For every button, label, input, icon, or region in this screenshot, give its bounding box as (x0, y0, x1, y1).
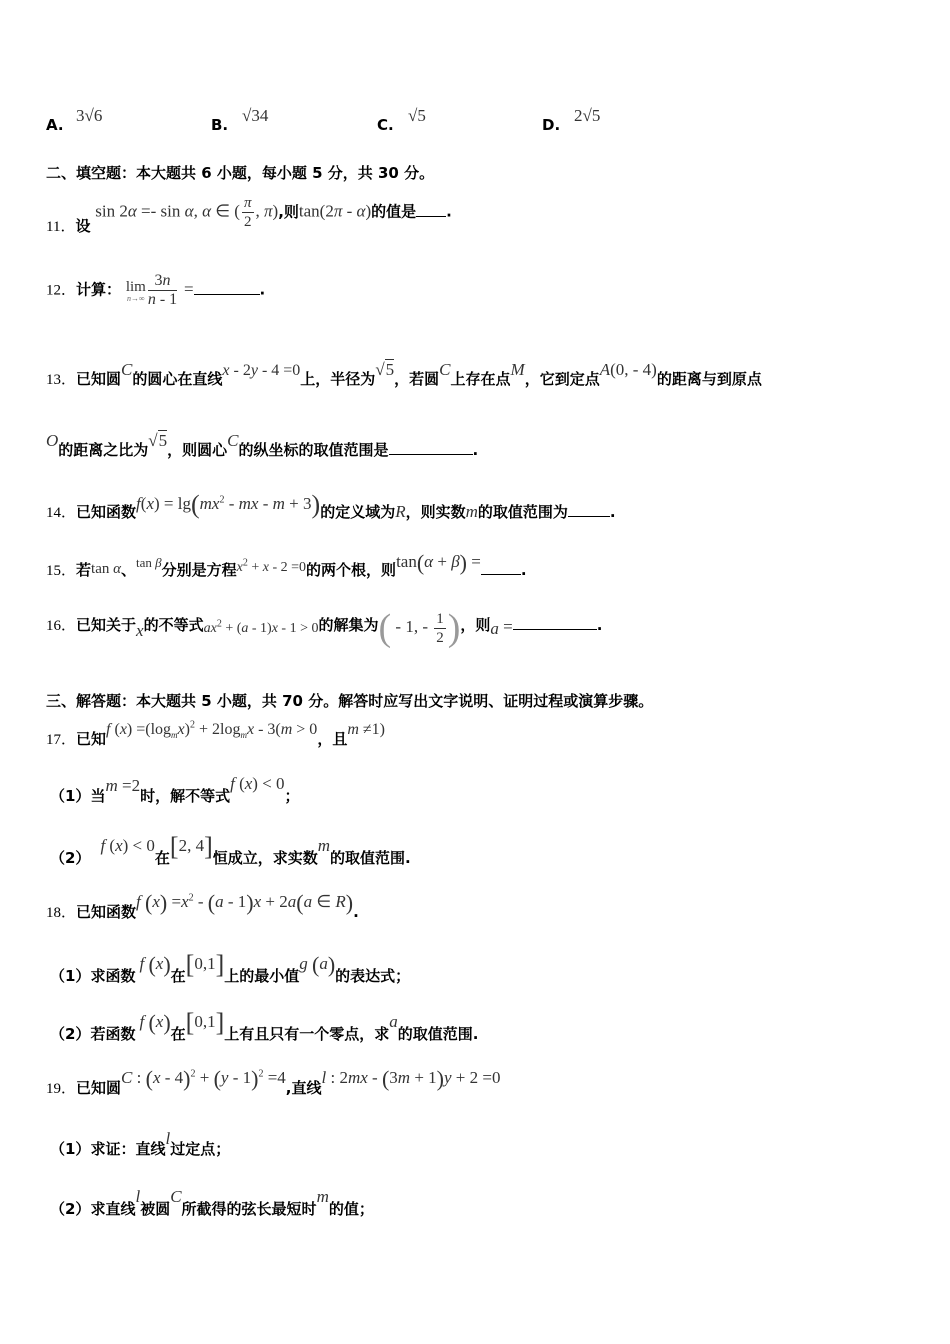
option-c-value: √5 (408, 106, 426, 125)
question-17: 17．已知f $(x) =(\log_mx)^2 + 2\log_mx - 3(m > 0$，且m ≠1) (46, 719, 385, 748)
question-14: 14．已知函数$f(x) = \lg(mx^2$ - mx - m + 3)的定义域为R，则实数m的取值范围为 . (46, 490, 616, 521)
q17-part-2: （2）f (x) < 0在[2, 4]恒成立，求实数m的取值范围. (50, 832, 411, 867)
option-d-value: 2√5 (574, 106, 601, 125)
q12-limit: lim n→∞ (125, 278, 146, 303)
question-11: 11．设 sin 2α =- sin α, α ∈ ( $\frac{\pi}{2}$ , π),则tan(2π - α)的值是 . (46, 195, 452, 235)
q18-part-2: （2）若函数f (x)在[0,1]上有且只有一个零点，求a的取值范围. (50, 1008, 479, 1043)
q17-function: f $(x) =(\log_mx)^2 + 2\log_mx - 3(m > 0$ (106, 719, 318, 741)
q13-line-equation: x - 2y - 4 =0 (222, 362, 301, 379)
q19-circle: C : (x - 4)$^2$ + (y - 1)$^2$ =4 (121, 1066, 286, 1091)
question-13: 13．已知圆C的圆心在直线x - 2y - 4 =0上，半径为√5，若圆C上存在点M，它到定点A(0, - 4)的距离与到原点 (46, 360, 762, 388)
q11-answer-blank[interactable] (416, 214, 446, 217)
q13-number: 13． (46, 372, 77, 388)
q14-number: 14． (46, 504, 77, 521)
q14-function: $f(x) = \lg(mx^2$ - mx - m + 3) (136, 490, 321, 519)
q19-number: 19． (46, 1080, 77, 1097)
q12-answer-blank[interactable] (194, 292, 260, 295)
option-d-label: D. (542, 116, 561, 134)
section-3-heading: 三、解答题：本大题共 5 小题，共 70 分。解答时应写出文字说明、证明过程或演算步骤。 (46, 692, 654, 710)
q16-number: 16． (46, 617, 77, 634)
q18-number: 18． (46, 904, 77, 921)
option-c-label: C. (377, 116, 394, 134)
question-16: 16．已知关于x的不等式$ax^2 + (a - 1)x - 1 > 0$的解集为( - 1, - $\frac{1}{2}$ )，则a = . (46, 607, 603, 649)
q11-number: 11． (46, 218, 76, 235)
q11-expression: tan(2π - α) (298, 201, 372, 221)
option-a-value: 3√6 (76, 106, 103, 125)
q19-part-1: （1）求证：直线l过定点； (50, 1129, 231, 1158)
q14-answer-blank[interactable] (568, 514, 610, 517)
section-2-heading: 二、填空题：本大题共 6 小题，每小题 5 分，共 30 分。 (46, 164, 435, 182)
q18-function: f $(x) =x^2 - (a - 1)x + 2a(a$ ∈ R) (136, 890, 354, 915)
q15-number: 15． (46, 562, 77, 579)
q13-answer-blank[interactable] (389, 452, 473, 455)
q15-equation: $x^2 + x - 2 =0$ (236, 557, 307, 575)
q15-answer-blank[interactable] (481, 572, 521, 575)
q19-line: l : 2mx - (3m + 1)y + 2 =0 (321, 1066, 501, 1091)
question-19: 19．已知圆C : (x - 4)$^2$ + (y - 1)$^2$ =4,直线l : 2mx - (3m + 1)y + 2 =0 (46, 1066, 501, 1097)
q15-expression: tan(α + β) = (396, 550, 481, 575)
q16-inequality: $ax^2 + (a - 1)x - 1 > 0$ (203, 618, 319, 636)
q18-part-1: （1）求函数f (x)在[0,1]上的最小值g (a)的表达式； (50, 950, 411, 985)
option-a-label: A. (46, 116, 64, 134)
question-18: 18．已知函数f $(x) =x^2 - (a - 1)x + 2a(a$ ∈ R). (46, 890, 359, 921)
q17-part-1: （1）当m =2时，解不等式f (x) < 0； (50, 774, 300, 805)
option-b-label: B. (211, 116, 229, 134)
q12-fraction: $\frac{3n}{n - 1}$ (147, 272, 178, 308)
question-13-continued: O的距离之比为√5，则圆心C的纵坐标的取值范围是 . (46, 431, 479, 459)
q16-solution-set: ( - 1, - $\frac{1}{2}$ ) (378, 607, 461, 649)
q11-condition: sin 2α =- sin α, α ∈ ( (95, 201, 240, 221)
option-b-value: √34 (242, 106, 269, 125)
q16-answer-blank[interactable] (513, 627, 597, 630)
question-15: 15．若tan α、tan β分别是方程$x^2 + x - 2 =0$的两个根，则tan(α + β) = . (46, 550, 527, 579)
question-12: 12．计算： lim n→∞ $\frac{3n}{n - 1}$ = . (46, 272, 266, 308)
q19-part-2: （2）求直线l被圆C所截得的弦长最短时m的值； (50, 1187, 374, 1218)
q12-number: 12． (46, 282, 77, 299)
q17-number: 17． (46, 732, 77, 748)
